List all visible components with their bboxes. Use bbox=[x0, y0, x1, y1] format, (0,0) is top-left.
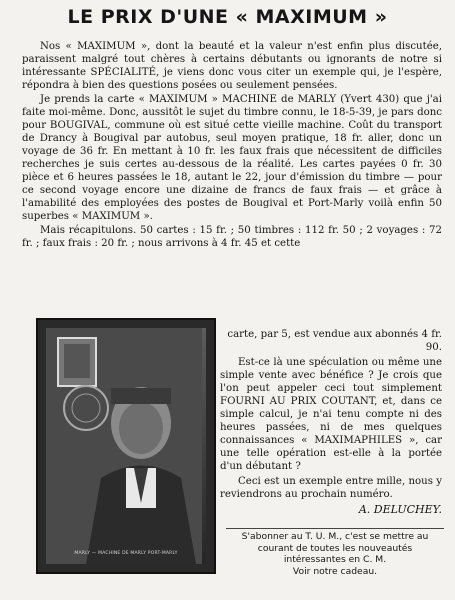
maximum-card-image bbox=[36, 318, 216, 574]
card-photo bbox=[46, 328, 206, 564]
recap-paragraph: Mais récapitulons. 50 cartes : 15 fr. ; 50 timbres : 112 fr. 50 ; 2 voyages : 72 fr. ; faux frais : 20 fr. ; nous arrivons à 4 fr. 45 et cette bbox=[22, 225, 442, 249]
subscription-text: S'abonner au T. U. M., c'est se mettre au courant de toutes les nouveautés intéressantes en C. M. bbox=[241, 531, 429, 565]
card-caption: MARLY — MACHINE DE MARLY PORT-MARLY bbox=[74, 551, 178, 556]
right-column bbox=[220, 328, 442, 516]
story-paragraph: Je prends la carte « MAXIMUM » MACHINE de MARLY (Yvert 430) que j'ai faite moi-même. Donc, aussitôt le sujet du timbre connu, le 18-5-39, je pars donc pour BOUGIVAL, commune où est situé cette vieille machine. Coût du transport de Drancy à Bougival par autobus, seul moyen pratique, 18 fr. aller, donc un voyage de 36 fr. En mettant à 10 fr. les faux frais que nécessitent de difficiles recherches je suis certes au-dessous de la réalité. Les cartes payées 0 fr. 30 pièce et 6 heures passées le 18, autant le 22, jour d'émission du timbre — pour ce second voyage encore une dizaine de francs de faux frais — et grâce à l'amabilité des employées des postes de Bougival et Port-Marly voilà enfin 50 superbes « MAXIMUM ». bbox=[22, 94, 442, 222]
portrait-illustration bbox=[46, 328, 202, 564]
article-body bbox=[22, 40, 442, 251]
price-line: carte, par 5, est vendue aux abonnés 4 fr. 90. bbox=[227, 329, 442, 353]
article-title: LE PRIX D'UNE « MAXIMUM » bbox=[67, 6, 388, 28]
subscription-notice bbox=[226, 528, 444, 575]
author-signature: A. DELUCHEY. bbox=[358, 503, 442, 516]
intro-paragraph: Nos « MAXIMUM », dont la beauté et la valeur n'est enfin plus discutée, paraissent malgré tout chères à certains débutants ou ignorants de notre si intéressante SPÉCIALITÉ, je viens donc vous citer un exemple qui, je l'espère, répondra à bien des questions posées ou seulement pensées. bbox=[22, 41, 442, 91]
speculation-paragraph: Est-ce là une spéculation ou même une simple vente avec bénéfice ? Je crois que l'on peut appeler ceci tout simplement FOURNI AU PRIX COUTANT, et, dans ce simple calcul, je n'ai tenu compte ni des heures passées, ni de mes quelques connaissances « MAXIMAPHILES », car une telle opération est-elle à la portée d'un débutant ? bbox=[220, 357, 442, 472]
gift-text: Voir notre cadeau. bbox=[292, 565, 378, 577]
closing-paragraph: Ceci est un exemple entre mille, nous y reviendrons au prochain numéro. bbox=[220, 476, 442, 500]
